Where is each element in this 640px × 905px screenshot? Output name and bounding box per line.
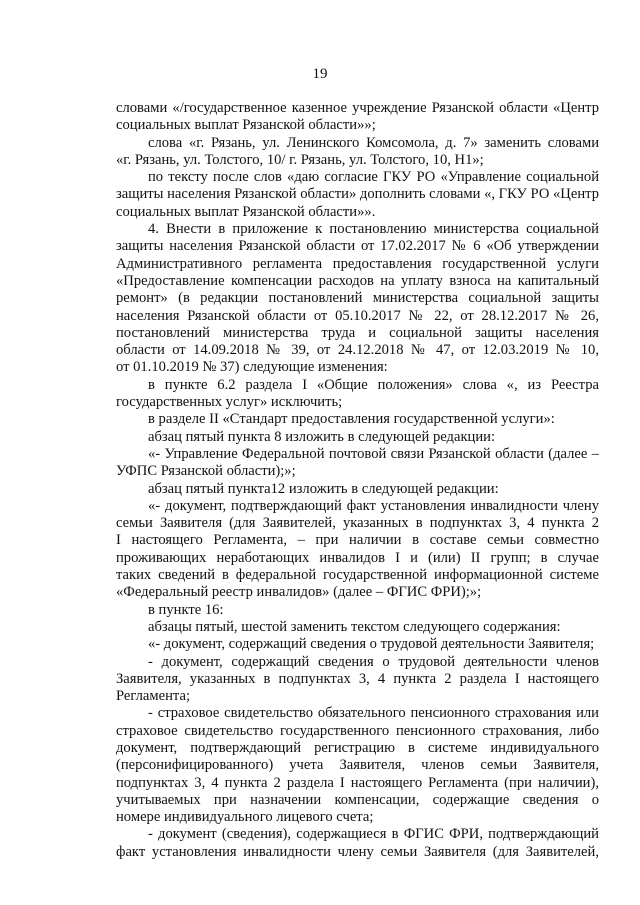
text-line: «Федеральный реестр инвалидов» (далее – ФГИС ФРИ);»; [116,584,482,601]
text-line: слова «г. Рязань, ул. Ленинского Комсомола, д. 7» заменить словами [148,134,599,151]
text-line: семьи Заявителя (для Заявителей, указанных в подпунктах 3, 4 пункта 2 [116,515,599,532]
text-line: области от 14.09.2018 № 39, от 24.12.2018 № 47, от 12.03.2019 № 10, [116,342,599,359]
text-line: «- документ, содержащий сведения о трудовой деятельности Заявителя; [148,636,595,653]
text-line: факт установления инвалидности члену семьи Заявителя (для Заявителей, [116,843,599,860]
text-line: Административного регламента предоставления государственной услуги [116,255,599,272]
text-line: Регламента; [116,688,191,705]
text-line: (персонифицированного) учета Заявителя, членов семьи Заявителя, [116,757,599,774]
text-line: УФПС Рязанской области);»; [116,463,296,480]
text-line: абзац пятый пункта 8 изложить в следующей редакции: [148,428,496,445]
text-line: - страховое свидетельство обязательного пенсионного страхования или [148,705,599,722]
text-line: постановлений министерства труда и социальной защиты населения [116,324,599,341]
text-line: социальных выплат Рязанской области»»; [116,117,376,134]
text-line: по тексту после слов «даю согласие ГКУ РО «Управление социальной [148,169,599,186]
text-line: защиты населения Рязанской области от 17.02.2017 № 6 «Об утверждении [116,238,599,255]
text-line: 4. Внести в приложение к постановлению министерства социальной [148,221,599,238]
page-number: 19 [312,66,328,82]
text-line: в пункте 16: [148,601,224,618]
text-line: «- Управление Федеральной почтовой связи Рязанской области (далее – [148,445,599,462]
text-line: от 01.10.2019 № 37) следующие изменения: [116,359,388,376]
text-line: - документ, содержащий сведения о трудовой деятельности членов [148,653,599,670]
text-line: документ, подтверждающий регистрацию в системе индивидуального [116,739,599,756]
text-line: государственных услуг» исключить; [116,394,343,411]
text-line: населения Рязанской области от 05.10.2017 № 22, от 28.12.2017 № 26, [116,307,599,324]
document-body [116,100,599,861]
text-line: таких сведений в федеральной государственной информационной системе [116,567,599,584]
text-line: в разделе II «Стандарт предоставления государственной услуги»: [148,411,555,428]
text-line: страховое свидетельство государственного пенсионного страхования, либо [116,722,599,739]
text-line: абзацы пятый, шестой заменить текстом следующего содержания: [148,618,561,635]
text-line: проживающих неработающих инвалидов I и (или) II групп; в случае [116,549,599,566]
text-line: ремонт» (в редакции постановлений министерства социальной защиты [116,290,599,307]
text-line: словами «/государственное казенное учреждение Рязанской области «Центр [116,100,599,116]
text-line: учитываемых при назначении компенсации, содержащие сведения о [116,791,599,808]
text-line: в пункте 6.2 раздела I «Общие положения» слова «, из Реестра [148,376,599,393]
text-line: социальных выплат Рязанской области»». [116,203,376,220]
text-line: номере индивидуального лицевого счета; [116,809,374,826]
text-line: «Предоставление компенсации расходов на уплату взноса на капитальный [116,272,599,289]
text-line: защиты населения Рязанской области» дополнить словами «, ГКУ РО «Центр [116,186,599,203]
text-line: подпунктах 3, 4 пункта 2 раздела I настоящего Регламента (при наличии), [116,774,599,791]
text-line: I настоящего Регламента, – при наличии в составе семьи совместно [116,532,599,549]
text-line: «г. Рязань, ул. Толстого, 10/ г. Рязань, ул. Толстого, 10, Н1»; [116,151,484,168]
text-line: - документ (сведения), содержащиеся в ФГИС ФРИ, подтверждающий [148,826,599,843]
text-line: Заявителя, указанных в подпунктах 3, 4 пункта 2 раздела I настоящего [116,670,599,687]
text-line: абзац пятый пункта12 изложить в следующей редакции: [148,480,499,497]
text-line: «- документ, подтверждающий факт установления инвалидности члену [148,497,599,514]
